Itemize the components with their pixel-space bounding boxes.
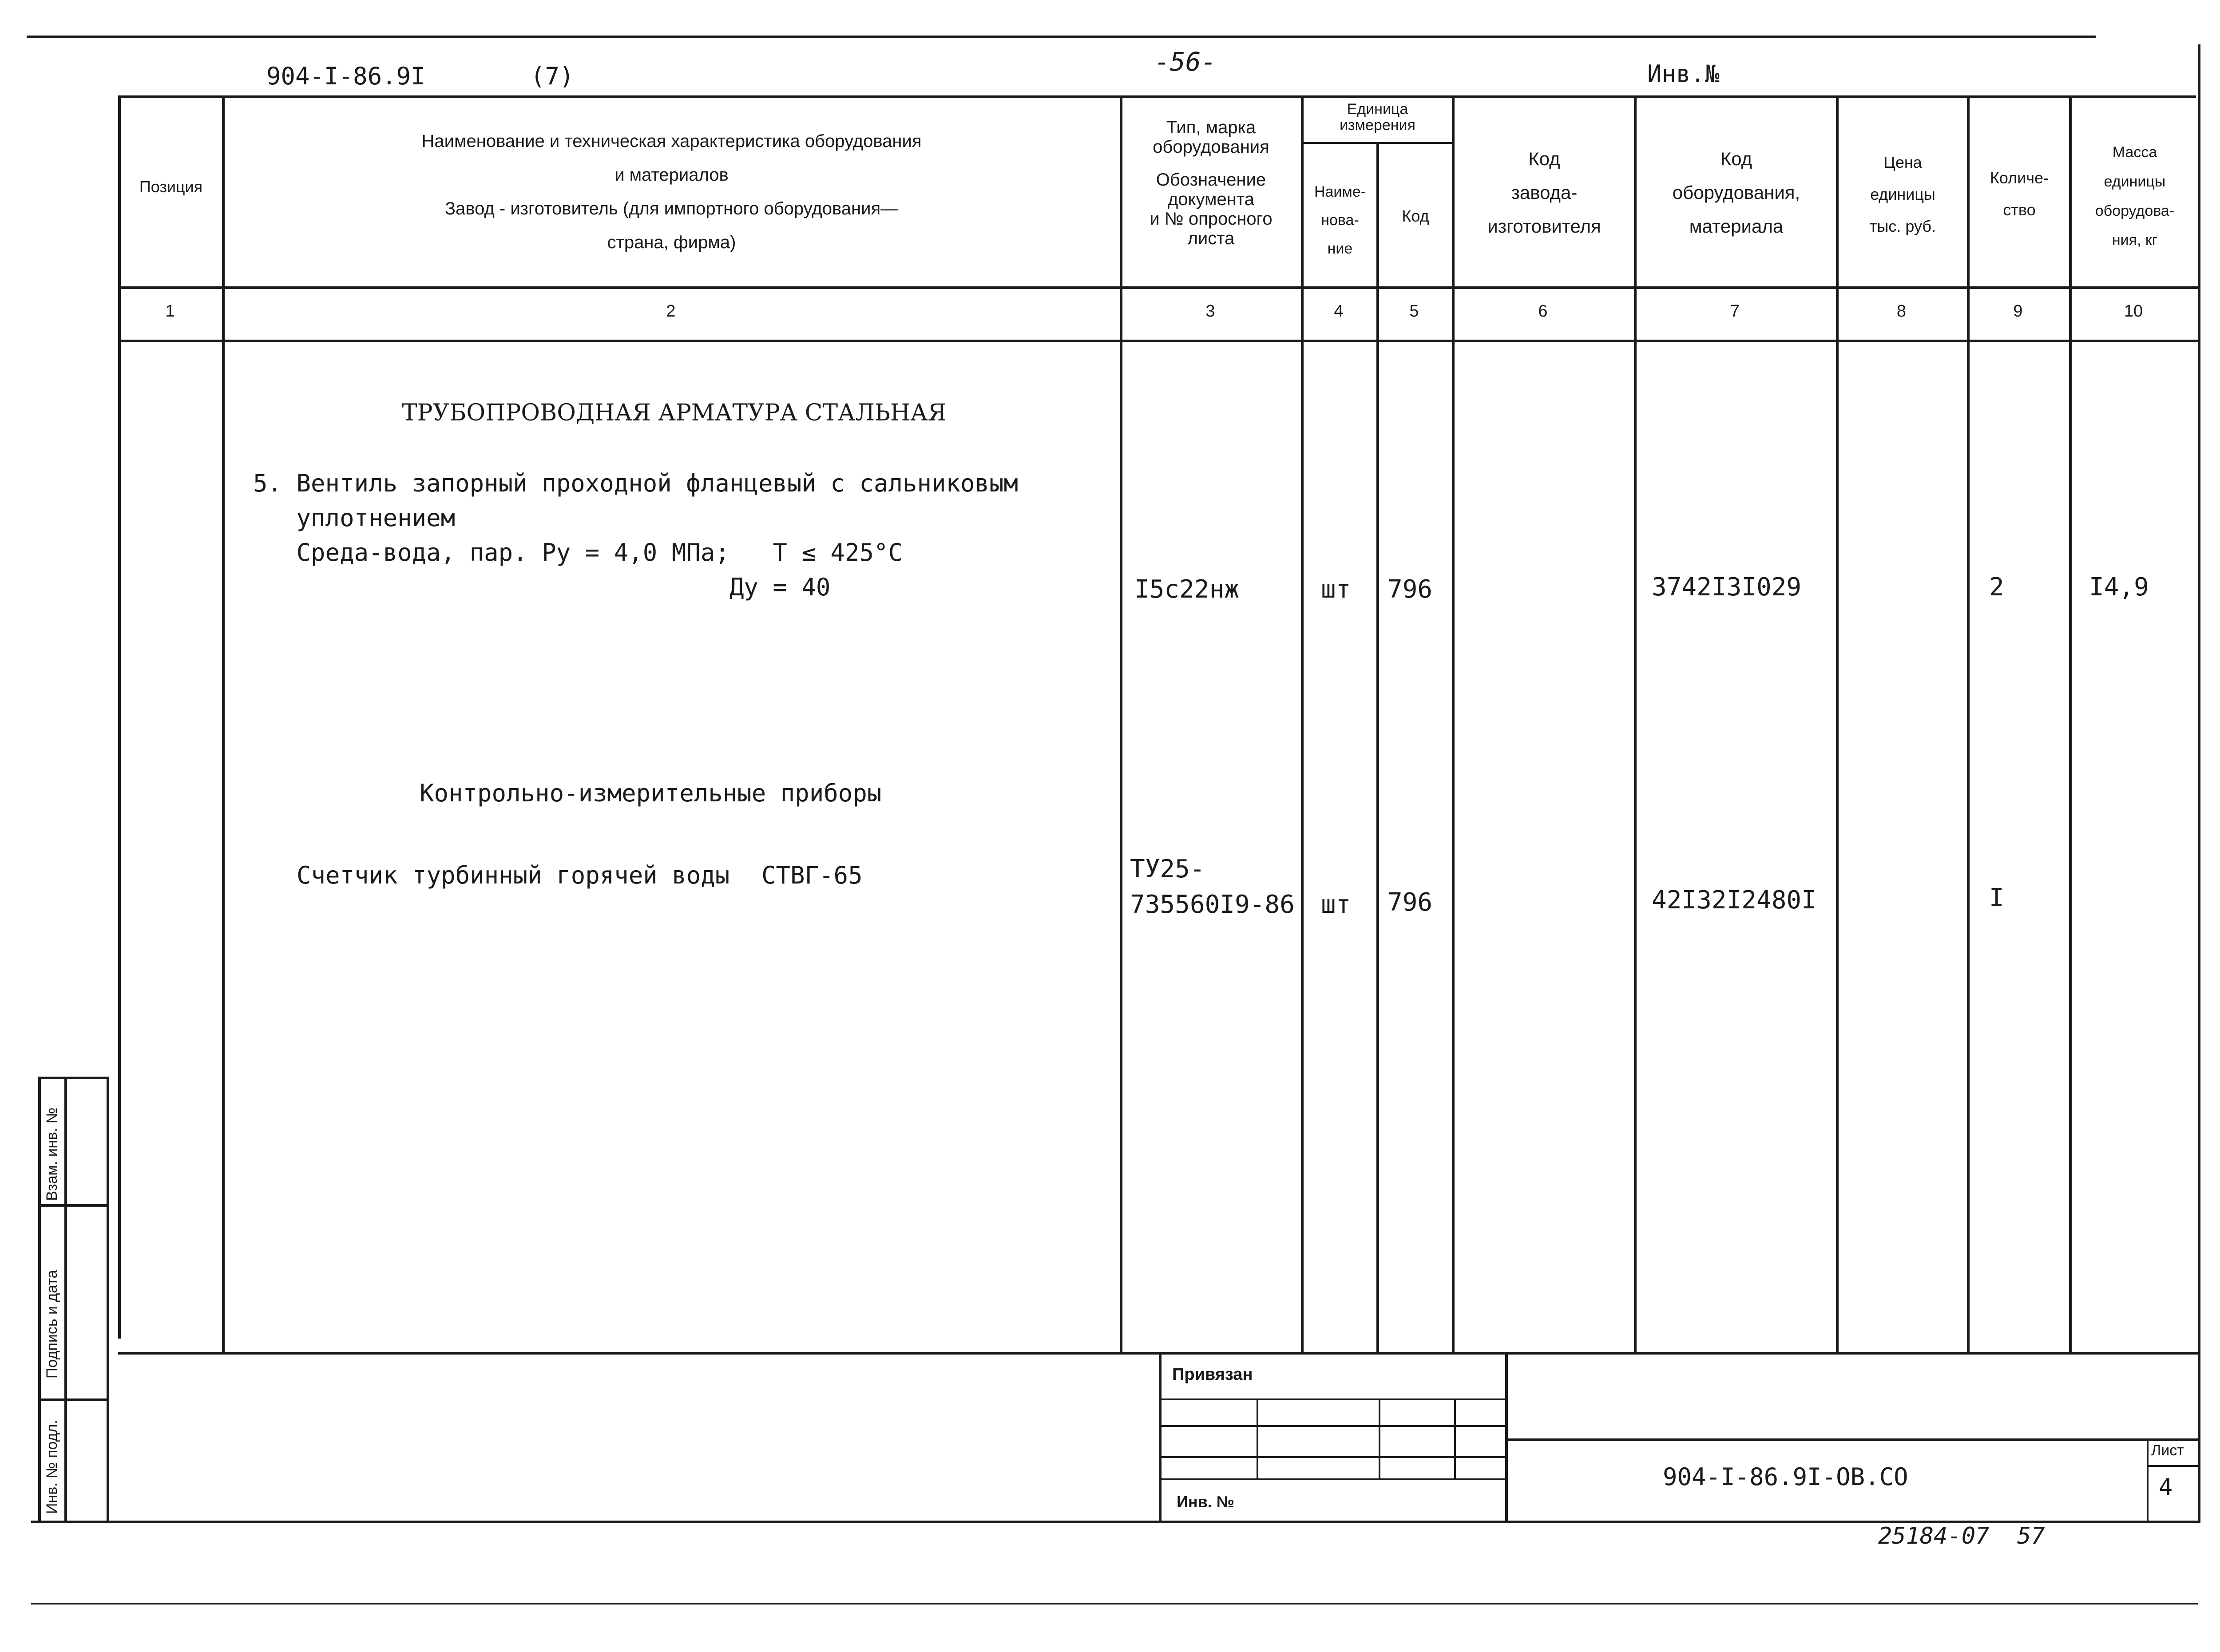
stamp-doc-code: 904-I-86.9I-ОВ.СО [1663,1463,1908,1491]
item5-line: 5. Вентиль запорный проходной фланцевый с сальниковым [253,469,1019,497]
inv-label-top: Инв.№ [1647,60,1720,88]
col9-header-line: Количе- [1990,169,2049,187]
frame-left [118,95,121,1339]
item5-line: уплотнением [253,504,456,532]
colnum-6: 6 [1538,302,1548,321]
doc-part: (7) [531,62,574,90]
col10-header-line: оборудова- [2095,202,2175,219]
stamp-row-2 [1161,1425,1505,1427]
side-outer [38,1077,41,1521]
col4-header-line: ние [1327,240,1353,257]
col7-header [1637,142,1836,243]
meter-type-line2: 735560I9-86 [1130,890,1295,919]
colnum-7: 7 [1730,302,1740,321]
colnum-2: 2 [666,302,676,321]
col6-header [1455,142,1634,243]
section1-title: ТРУБОПРОВОДНАЯ АРМАТУРА СТАЛЬНАЯ [402,400,947,426]
col-div-9 [2069,95,2072,1354]
col-div-7 [1836,95,1839,1354]
col3-header-line: Обозначение [1156,170,1266,190]
col2-header-line: Наименование и техническая характеристика оборудования [421,131,922,151]
stamp-inv-no: Инв. № [1177,1493,1234,1511]
item5-equip-code: 3742I3I029 [1652,573,1802,602]
col6-header-line: изготовителя [1487,216,1601,237]
col10-header-line: ния, кг [2112,232,2158,249]
stamp-row-4 [1161,1478,1505,1480]
col8-header-line: Цена [1883,153,1922,171]
stamp-sheet-rule [2147,1465,2198,1467]
col1-header: Позиция [139,178,203,196]
col10-header-line: Масса [2112,144,2157,161]
col4-header-line: Наиме- [1314,183,1366,200]
col8-header-line: тыс. руб. [1869,217,1936,235]
col10-header-line: единицы [2104,173,2166,190]
col-div-2 [1120,95,1122,1354]
col3-header-line: и № опросного [1150,209,1273,229]
col8-header-line: единицы [1870,185,1935,203]
unit-group-line: Единица [1347,101,1408,118]
item5-type: I5с22нж [1134,575,1240,604]
col3-header-line: Тип, марка [1166,118,1256,137]
side-vzam: Взам. инв. № [44,1107,60,1201]
colnum-3: 3 [1205,302,1215,321]
col-div-8 [1967,95,1970,1354]
stamp-privyazan: Привязан [1172,1365,1253,1384]
stamp-top-rule [118,1352,2198,1355]
meter-type-line1: ТУ25- [1130,855,1205,883]
col3-header-line: оборудования [1153,137,1269,157]
doc-code-top: 904-I-86.9I [266,62,425,90]
side-inv-podl: Инв. № подл. [44,1420,60,1514]
bottom-trim-rule [31,1603,2198,1604]
col4-header [1304,178,1376,263]
col5-header: Код [1402,207,1429,225]
unit-group-line: измерения [1340,117,1415,134]
col-div-4 [1376,142,1379,1354]
col3-header [1121,118,1301,248]
frame-top [118,95,2196,98]
side-label-rule [64,1077,67,1521]
item5-line: Среда-вода, пар. Ру = 4,0 МПа; Т ≤ 425°С [253,539,903,567]
col-div-1 [222,95,225,1354]
item5-mass: I4,9 [2089,573,2149,602]
meter-unit: шт [1321,890,1351,919]
col-div-3 [1301,95,1304,1354]
frame-bottom [31,1521,2198,1523]
stamp-col-3 [1454,1398,1456,1478]
top-rule [27,36,2096,38]
col9-header [1970,162,2069,226]
col2-header-line: страна, фирма) [607,233,736,252]
header-bottom-rule [118,286,2198,289]
col10-header [2072,138,2198,255]
colnum-bottom-rule [118,340,2198,342]
col9-header-line: ство [2003,201,2036,219]
colnum-5: 5 [1409,302,1419,321]
stamp-privyazan-right [1505,1352,1508,1521]
col6-header-line: Код [1528,148,1560,169]
col7-header-line: Код [1720,148,1752,169]
item5-line: Ду = 40 [253,573,831,601]
section2-title: Контрольно-измерительные приборы [420,779,882,807]
col8-header [1839,147,1967,242]
meter-name: Счетчик турбинный горячей воды [297,861,730,889]
meter-equip-code: 42I32I2480I [1652,886,1816,915]
side-div-2 [38,1398,109,1401]
colnum-9: 9 [2013,302,2023,321]
colnum-10: 10 [2124,302,2143,321]
stamp-code-rule [1505,1438,2198,1441]
item5-qty: 2 [1989,573,2004,602]
side-inner [107,1077,109,1521]
stamp-sheet-label: Лист [2151,1442,2184,1459]
col7-header-line: оборудования, [1672,182,1800,203]
stamp-row-1 [1161,1398,1505,1400]
page-number: -56- [1154,47,1217,77]
meter-model: СТВГ-65 [761,861,863,889]
col2-header [224,124,1119,259]
item5-description [253,466,1018,605]
side-top [38,1077,109,1079]
stamp-row-3 [1161,1456,1505,1458]
col-div-6 [1634,95,1637,1354]
stamp-privyazan-left [1159,1352,1162,1521]
archive-number: 25184-07 57 [1878,1523,2045,1549]
col3-header-line: документа [1167,190,1255,209]
colnum-4: 4 [1334,302,1344,321]
item5-unit-code: 796 [1388,575,1433,604]
col7-header-line: материала [1689,216,1784,237]
side-div-1 [38,1204,109,1207]
col2-header-line: и материалов [614,165,729,185]
col6-header-line: завода- [1511,182,1578,203]
stamp-col-1 [1257,1398,1258,1478]
item5-unit: шт [1321,575,1351,604]
side-podpis: Подпись и дата [44,1270,60,1379]
stamp-sheet-left [2147,1438,2149,1521]
stamp-sheet-no: 4 [2159,1474,2173,1501]
frame-right [2198,44,2200,1523]
col-div-5 [1452,95,1455,1354]
unit-group-rule [1301,142,1452,144]
stamp-col-2 [1379,1398,1380,1478]
colnum-1: 1 [165,302,175,321]
unit-group-header [1303,101,1452,133]
col3-header-line: листа [1187,229,1235,248]
col2-header-line: Завод - изготовитель (для импортного оборудования— [444,199,899,218]
meter-qty: I [1989,883,2004,912]
col4-header-line: нова- [1321,212,1359,229]
meter-unit-code: 796 [1388,888,1433,917]
colnum-8: 8 [1896,302,1907,321]
